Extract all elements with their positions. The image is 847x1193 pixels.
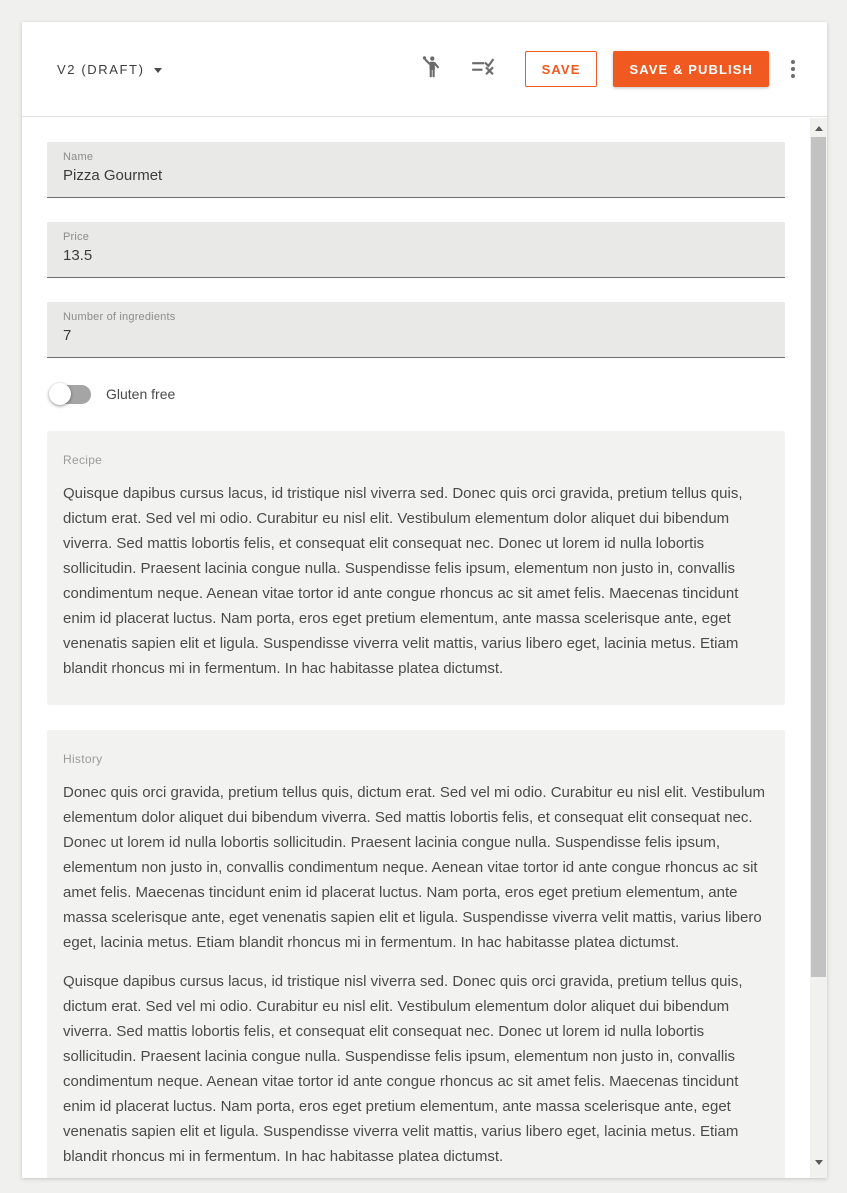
save-and-publish-button[interactable]: SAVE & PUBLISH [613, 51, 769, 87]
person-icon-button[interactable] [416, 54, 446, 84]
price-input[interactable] [63, 243, 769, 264]
name-field-label: Name [63, 151, 94, 163]
gluten-free-row [49, 382, 785, 406]
scrollbar-thumb[interactable] [811, 137, 826, 977]
recipe-text[interactable]: Quisque dapibus cursus lacus, id tristique nisl viverra sed. Donec quis orci gravida, pretium tellus quis, dictum erat. Sed vel mi odio. Curabitur eu nisl elit. Vestibulum elementum dolor aliquet dui bibendum viverra. Sed mattis lobortis felis, et consequat elit consequat nec. Donec ut lorem id nulla lobortis sollicitudin. Praesent lacinia congue nulla. Suspendisse felis ipsum, elementum non justo in, convallis condimentum neque. Aenean vitae tortor id ante congue rhoncus ac sit amet felis. Maecenas tincidunt enim id placerat luctus. Nam porta, eros eget pretium elementum, ante massa scelerisque ante, eget venenatis sapien elit et ligula. Suspendisse viverra velit mattis, varius libero eget, lacinia metus. Etiam blandit rhoncus mi in fermentum. In hac habitasse platea dictumst. [63, 485, 743, 677]
toolbar [22, 22, 827, 117]
gluten-free-label: Gluten free [106, 386, 176, 402]
vertical-scrollbar[interactable] [810, 118, 827, 1178]
kebab-menu-icon[interactable] [783, 52, 803, 86]
checklist-icon-button[interactable] [468, 54, 498, 84]
history-label: History [63, 752, 103, 766]
gluten-free-toggle[interactable] [49, 383, 91, 405]
history-text-paragraph[interactable]: Quisque dapibus cursus lacus, id tristique nisl viverra sed. Donec quis orci gravida, pretium tellus quis, dictum erat. Sed vel mi odio. Curabitur eu nisl elit. Vestibulum elementum dolor aliquet dui bibendum viverra. Sed mattis lobortis felis, et consequat elit consequat nec. Donec ut lorem id nulla lobortis sollicitudin. Praesent lacinia congue nulla. Suspendisse felis ipsum, elementum non justo in, convallis condimentum neque. Aenean vitae tortor id ante congue rhoncus ac sit amet felis. Maecenas tincidunt enim id placerat luctus. Nam porta, eros eget pretium elementum, ante massa scelerisque ante, eget venenatis sapien elit et ligula. Suspendisse viverra velit mattis, varius libero eget, lacinia metus. Etiam blandit rhoncus mi in fermentum. In hac habitasse platea dictumst. [63, 973, 743, 1165]
name-field[interactable] [47, 142, 785, 198]
name-input[interactable] [63, 163, 769, 184]
caret-down-icon [154, 68, 162, 73]
ingredients-field[interactable] [47, 302, 785, 358]
version-label: V2 (DRAFT) [57, 61, 145, 77]
ingredients-field-label: Number of ingredients [63, 311, 176, 323]
toggle-knob [49, 383, 71, 405]
price-field-label: Price [63, 231, 90, 243]
person-icon [418, 54, 444, 85]
recipe-label: Recipe [63, 453, 103, 467]
editor-card [22, 22, 827, 1178]
scroll-down-button[interactable] [810, 1154, 827, 1170]
recipe-editor[interactable] [47, 431, 785, 705]
ingredients-input[interactable] [63, 323, 769, 344]
scroll-down-icon [815, 1160, 823, 1165]
scroll-up-button[interactable] [810, 120, 827, 136]
price-field[interactable] [47, 222, 785, 278]
history-text-paragraph[interactable]: Donec quis orci gravida, pretium tellus quis, dictum erat. Sed vel mi odio. Curabitur eu nisl elit. Vestibulum elementum dolor aliquet dui bibendum viverra. Sed mattis lobortis felis, et consequat elit consequat nec. Donec ut lorem id nulla lobortis sollicitudin. Praesent lacinia congue nulla. Suspendisse felis ipsum, elementum non justo in, convallis condimentum neque. Aenean vitae tortor id ante congue rhoncus ac sit amet felis. Maecenas tincidunt enim id placerat luctus. Nam porta, eros eget pretium elementum, ante massa scelerisque ante, eget venenatis sapien elit et ligula. Suspendisse viverra velit mattis, varius libero eget, lacinia metus. Etiam blandit rhoncus mi in fermentum. In hac habitasse platea dictumst. [63, 784, 765, 951]
checklist-icon [470, 54, 496, 85]
scroll-up-icon [815, 126, 823, 131]
history-editor[interactable] [47, 730, 785, 1178]
save-button[interactable]: SAVE [525, 51, 598, 87]
version-dropdown[interactable] [57, 62, 162, 77]
form-content [22, 118, 827, 1178]
